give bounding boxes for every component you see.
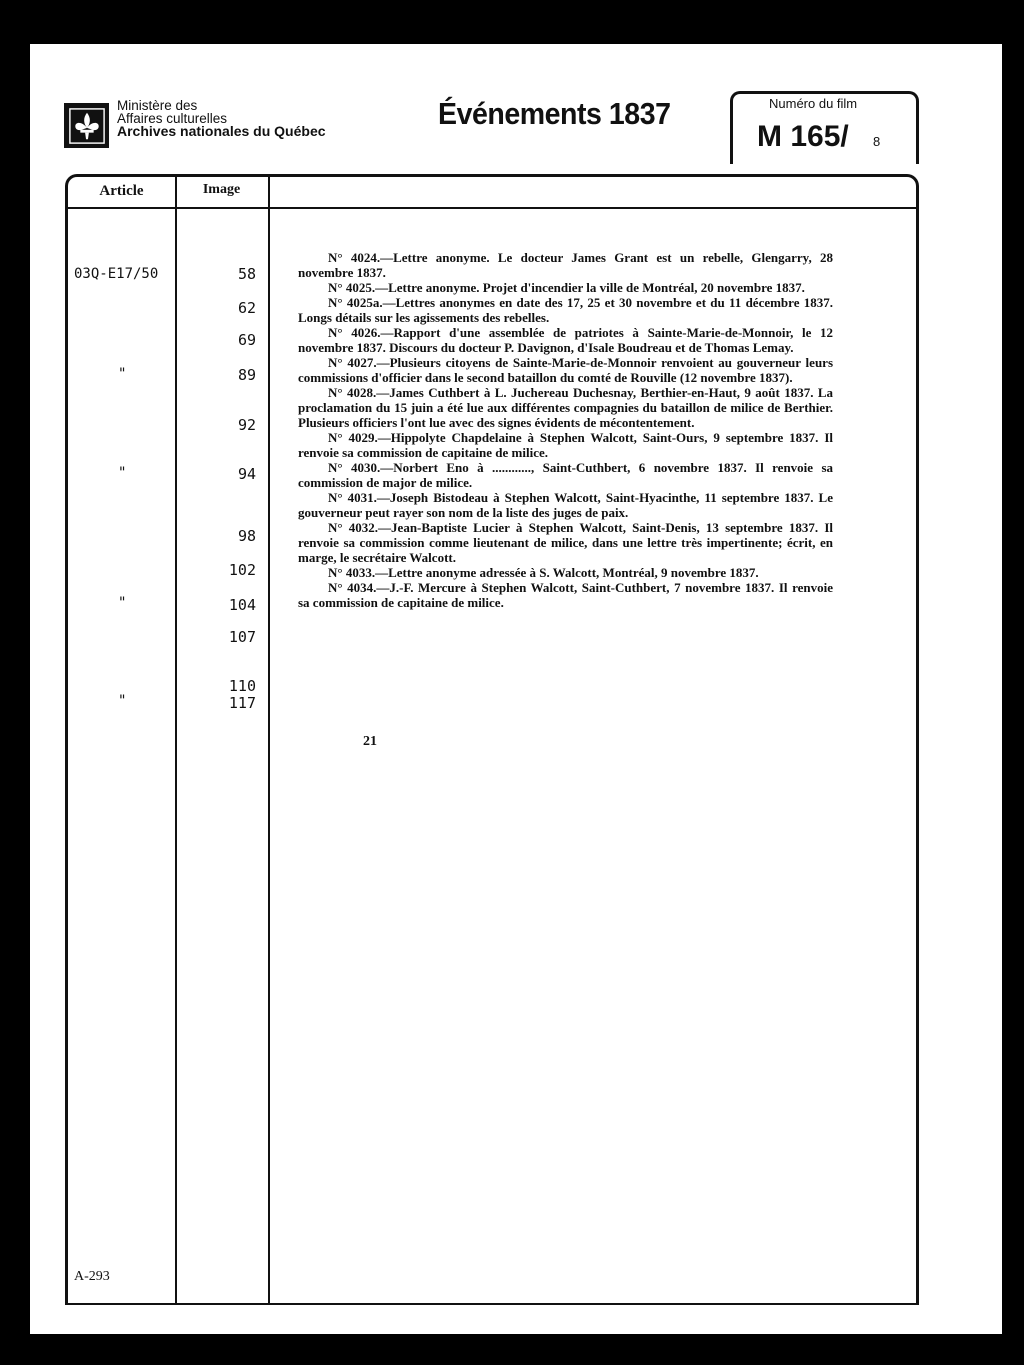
image-number: 98	[237, 527, 256, 545]
image-number: 117	[228, 694, 256, 712]
entry-paragraph: N° 4025a.—Lettres anonymes en date des 17, 25 et 30 novembre et du 11 décembre 1837. Longs détails sur les agissements des rebelles.	[298, 295, 833, 325]
entry-paragraph: N° 4032.—Jean-Baptiste Lucier à Stephen Walcott, Saint-Denis, 13 septembre 1837. Il renvoie sa commission comme lieutenant de milice, dans une lettre très impertinente; écrit, en marge, le secrétaire Walcott.	[298, 520, 833, 565]
ministry-line-3: Archives nationales du Québec	[117, 123, 326, 139]
entries-list	[298, 250, 833, 610]
film-number: M 165/	[757, 120, 849, 153]
entry-paragraph: N° 4030.—Norbert Eno à ............, Saint-Cuthbert, 6 novembre 1837. Il renvoie sa commission de major de milice.	[298, 460, 833, 490]
column-divider-article	[175, 177, 177, 1303]
entry-paragraph: N° 4033.—Lettre anonyme adressée à S. Walcott, Montréal, 9 novembre 1837.	[328, 565, 759, 580]
header-divider	[68, 207, 916, 209]
image-number: 110	[228, 677, 256, 695]
document-page	[30, 44, 1002, 1334]
ministry-name	[117, 99, 326, 138]
column-divider-image	[268, 177, 270, 1303]
entry-paragraph: N° 4028.—James Cuthbert à L. Juchereau Duchesnay, Berthier-en-Haut, 9 août 1837. La proclamation du 15 juin a été lue aux différentes compagnies du bataillon de milice de Berthier. Plusieurs officiers l'ont lue avec des signes évidents de mécontentement.	[298, 385, 833, 430]
entry-paragraph: N° 4026.—Rapport d'une assemblée de patriotes à Sainte-Marie-de-Monnoir, le 12 novembre 1837. Discours du docteur P. Davignon, d'Isale Boudreau et de Thomas Lemay.	[298, 325, 833, 355]
ministry-line-2: Affaires culturelles	[117, 111, 228, 126]
fleur-de-lis-icon	[64, 103, 109, 148]
entry-paragraph: N° 4034.—J.-F. Mercure à Stephen Walcott, Saint-Cuthbert, 7 novembre 1837. Il renvoie sa commission de capitaine de milice.	[298, 580, 833, 610]
entry-paragraph: N° 4031.—Joseph Bistodeau à Stephen Walcott, Saint-Hyacinthe, 11 septembre 1837. Le gouverneur peut rayer son nom de la liste des juges de paix.	[298, 490, 833, 520]
ditto-mark: "	[118, 693, 127, 709]
image-number: 102	[228, 561, 256, 579]
image-number: 94	[237, 465, 256, 483]
column-header-article: Article	[99, 183, 144, 199]
ditto-mark: "	[118, 465, 127, 481]
image-number: 104	[228, 596, 256, 614]
entry-paragraph: N° 4024.—Lettre anonyme. Le docteur James Grant est un rebelle, Glengarry, 28 novembre 1837.	[298, 250, 833, 280]
ditto-mark: "	[118, 595, 127, 611]
image-number: 69	[237, 331, 256, 349]
image-number: 89	[237, 366, 256, 384]
article-code: 03Q-E17/50	[74, 266, 159, 282]
ditto-mark: "	[118, 366, 127, 382]
footer-reference: A-293	[74, 1269, 110, 1284]
entry-paragraph: N° 4029.—Hippolyte Chapdelaine à Stephen Walcott, Saint-Ours, 9 septembre 1837. Il renvoie sa commission de capitaine de milice.	[298, 430, 833, 460]
image-number: 92	[237, 416, 256, 434]
image-number: 58	[237, 265, 256, 283]
document-title: Événements 1837	[438, 96, 671, 131]
film-number-box	[730, 91, 919, 164]
film-sub-number: 8	[873, 134, 881, 149]
ministry-line-1: Ministère des	[117, 98, 198, 113]
column-header-image: Image	[202, 182, 241, 197]
image-number: 62	[237, 299, 256, 317]
image-number: 107	[228, 628, 256, 646]
page-number: 21	[363, 734, 377, 749]
entry-paragraph: N° 4025.—Lettre anonyme. Projet d'incendier la ville de Montréal, 20 novembre 1837.	[328, 280, 805, 295]
film-label: Numéro du film	[769, 96, 858, 111]
entry-paragraph: N° 4027.—Plusieurs citoyens de Sainte-Marie-de-Monnoir renvoient au gouverneur leurs commissions d'officier dans le second bataillon du comté de Rouville (12 novembre 1837).	[298, 355, 833, 385]
